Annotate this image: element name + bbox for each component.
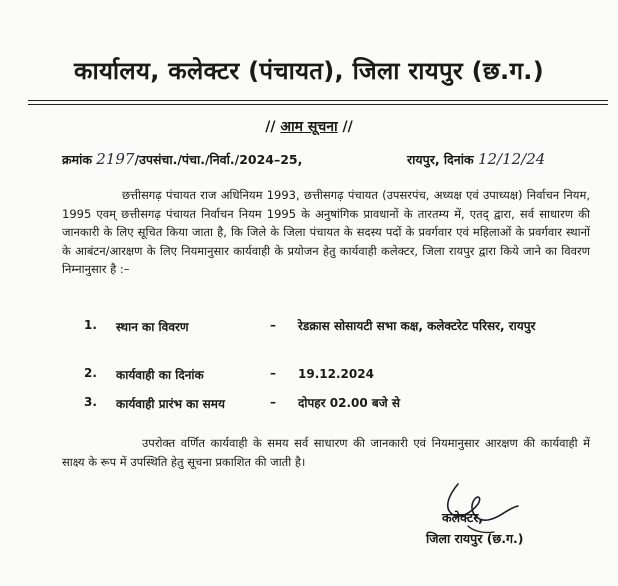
detail-number: 2.: [84, 366, 97, 380]
detail-number: 3.: [84, 395, 97, 409]
signatory-district: जिला रायपुर (छ.ग.): [426, 531, 524, 546]
header-rule: [28, 104, 608, 105]
header-rule: [28, 100, 608, 101]
office-title: कार्यालय, कलेक्टर (पंचायत), जिला रायपुर (छ.ग.): [74, 57, 544, 85]
heading-suffix: //: [342, 119, 353, 135]
handwritten-signature: [438, 478, 528, 538]
notice-title: आम सूचना: [280, 119, 338, 135]
signatory-designation: कलेक्टर,: [442, 510, 484, 525]
detail-value: दोपहर 02.00 बजे से: [298, 396, 400, 410]
detail-value: रेडक्रास सोसायटी सभा कक्ष, कलेक्टरेट परिसर, रायपुर: [298, 319, 536, 333]
reference-line: [62, 150, 302, 168]
detail-label: कार्यवाही का दिनांक: [116, 368, 204, 382]
closing-text: उपरोक्त वर्णित कार्यवाही के समय सर्व साधारण की जानकारी एवं नियमानुसार आरक्षण की कार्यवाही में साक्ष्य के रूप में उपस्थिति हेतु सूचना प्रकाशित की जाती है।: [62, 436, 590, 469]
detail-dash: –: [270, 366, 276, 380]
place-date: [407, 150, 545, 168]
reference-label: क्रमांक: [62, 152, 92, 167]
reference-code: /उपसंचा./पंचा./निर्वा./2024–25,: [134, 152, 303, 167]
detail-dash: –: [270, 318, 276, 332]
closing-paragraph: [62, 434, 590, 472]
detail-value: 19.12.2024: [298, 367, 374, 381]
issue-date: 12/12/24: [477, 150, 546, 168]
intro-text: छत्तीसगढ़ पंचायत राज अधिनियम 1993, छत्तीसगढ़ पंचायत (उपसरपंच, अध्यक्ष एवं उपाध्यक्ष) निर्वाचन नियम, 1995 एवम् छत्तीसगढ़ पंचायत निर्वाचन नियम 1995 के अनुषांगिक प्रावधानों के तारतम्य में, एतद् द्वारा, सर्व साधारण की जानकारी के लिए सूचित किया जाता है, कि जिले के जिला पंचायत के सदस्य पदों के प्रवर्गवार एवं महिलाओं के प्रवर्गवार स्थानों के आबंटन/आरक्षण के लिए नियमानुसार कार्यवाही के प्रयोजन हेतु कार्यवाही कलेक्टर, जिला रायपुर द्वारा किये जाने का विवरण निम्नानुसार है :–: [62, 188, 590, 276]
notice-heading: [0, 117, 618, 136]
detail-label: कार्यवाही प्रारंभ का समय: [116, 397, 225, 411]
detail-number: 1.: [84, 318, 97, 332]
place-date-label: रायपुर, दिनांक: [407, 152, 474, 167]
detail-dash: –: [270, 395, 276, 409]
reference-number: 2197: [96, 150, 135, 168]
detail-label: स्थान का विवरण: [116, 320, 189, 334]
intro-paragraph: [62, 186, 590, 279]
heading-prefix: //: [265, 119, 276, 135]
